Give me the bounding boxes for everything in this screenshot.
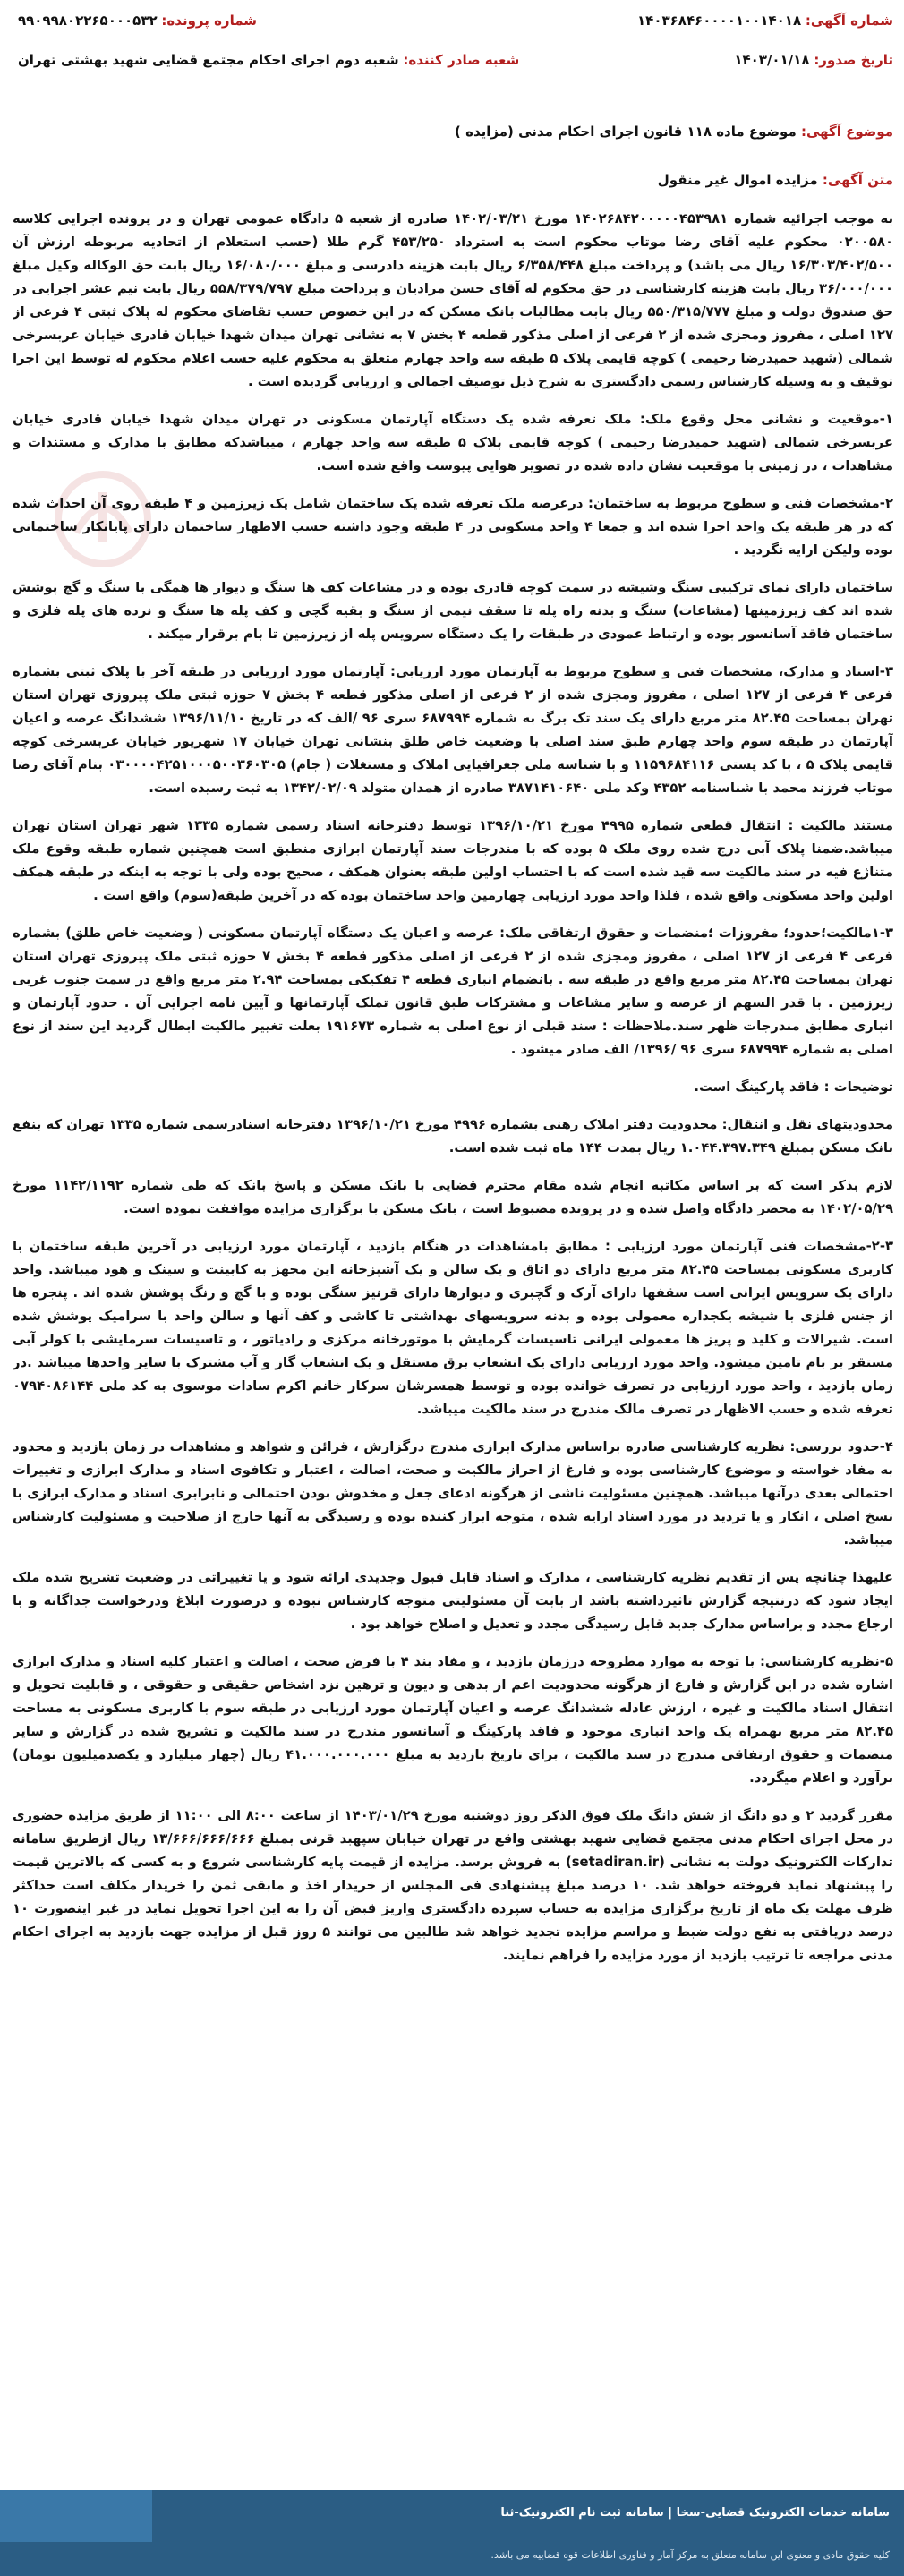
subject-label: موضوع آگهی: — [800, 124, 893, 140]
header-row-1 — [0, 5, 904, 36]
paragraph: لازم بذکر است که بر اساس مکاتبه انجام شده مقام محترم قضایی با بانک مسکن و پاسخ بانک که طی شماره ۱۱۴۲/۱۱۹۲ مورخ ۱۴۰۲/۰۵/۲۹ به محضر دادگاه واصل شده و در پرونده مضبوط است ، بانک مسکن با برگزاری مزایده موافقت نموده است. — [13, 1178, 893, 1216]
footer-copyright: کلیه حقوق مادی و معنوی این سامانه متعلق به مرکز آمار و فناوری اطلاعات قوه قضاییه می باشد. — [490, 2549, 890, 2561]
ad-number-label: شماره آگهی: — [805, 13, 893, 29]
file-number-label: شماره پرونده: — [161, 13, 258, 29]
site-footer — [0, 2490, 904, 2576]
header — [0, 0, 904, 94]
footer-title[interactable]: سامانه خدمات الکترونیک قضایی-سخا | سامانه ثبت نام الکترونیک-ثنا — [500, 2506, 890, 2520]
paragraph: مستند مالکیت : انتقال قطعی شماره ۴۹۹۵ مورخ ۱۳۹۶/۱۰/۲۱ توسط دفترخانه اسناد رسمی شماره ۱۳۳۵ شهر تهران استان تهران میباشد.ضمنا پلاک آبی درج شده روی ملک ۵ بوده که با مندرجات سند آپارتمان ابرازی منطبق است همچنین شماره طبقه وقوع ملک متناژع فیه در سند مالکیت سه قید شده است که با احتساب اولین طبقه بعنوان همکف ، صحیح بوده ولی با توجه به اینکه در طبقه همکف اولین واحد مسکونی واقع شده ، فلذا واحد مورد ارزیابی چهارمین واحد ساختمان بوده که در آخرین طبقه(سوم) واقع است . — [13, 818, 893, 903]
paragraph: ساختمان دارای نمای ترکیبی سنگ وشیشه در سمت کوچه قادری بوده و در مشاعات کف ها سنگ و دیوار ها همگی با سنگ و گچ پوشش شده اند کف زیرزمینها (مشاعات) سنگ و بدنه راه پله تا سقف نیمی از سنگ و بقیه گچی و کف پله ها سنگ و نرده های پله فلزی و ساختمان فاقد آسانسور بوده و ارتباط عمودی در طبقات را یک دستگاه سرویس پله از زیرزمین تا بام برقرار میکند . — [13, 580, 893, 642]
paragraph: ۱-۳مالکیت؛حدود؛ مفروزات ؛منضمات و حقوق ارتفاقی ملک: عرصه و اعیان یک دستگاه آپارتمان مسکونی ( وضعیت خاص طلق) بشماره فرعی ۴ فرعی از ۱۲۷ اصلی ، مفروز ومجزی شده از ۲ فرعی از اصلی مذکور قطعه ۴ بخش ۷ حوزه ثبتی ملک پیروزی تهران استان تهران بمساحت ۸۲.۴۵ متر مربع واقع در طبقه سه . بانضمام انباری قطعه ۴ تفکیکی بمساحت ۲.۹۴ متر مربع واقع در سمت جنوب غربی زیرزمین . با قدر السهم از عرصه و سایر مشاعات و مشترکات طبق قانون تملک آپارتمانها و آیین نامه اجرایی آن . حدود آپارتمان و انباری مطابق مندرجات ظهر سند.ملاحظات : سند قبلی از نوع اصلی به شماره ۱۹۱۶۷۳ بعلت تغییر مالکیت ابطال گردید این سند از نوع اصلی به شماره ۶۸۷۹۹۴ سری ۹۶ /۱۳۹۶/ الف صادر میشود . — [13, 925, 893, 1057]
paragraph: ۱-موقعیت و نشانی محل وقوع ملک: ملک تعرفه شده یک دستگاه آپارتمان مسکونی در تهران میدان شهدا خیابان قادری خیابان عربسرخی شمالی (شهید حمیدرضا رحیمی ) کوچه قایمی پلاک ۵ طبقه سه واحد چهارم ، میباشدکه مطابق با مدارک و مستندات و مشاهدات ، در زمینی با موقعیت نشان داده شده در تصویر هوایی پیوست واقع شده است. — [13, 412, 893, 473]
footer-bar — [0, 2490, 904, 2542]
ad-number: ۱۴۰۳۶۸۴۶۰۰۰۰۱۰۰۱۴۰۱۸ — [637, 13, 802, 29]
paragraph: به موجب اجرائیه شماره ۱۴۰۲۶۸۴۲۰۰۰۰۰۴۵۳۹۸۱ مورخ ۱۴۰۲/۰۳/۲۱ صادره از شعبه ۵ دادگاه عمومی تهران و در پرونده اجرایی کلاسه ۰۲۰۰۵۸۰ محکوم علیه آقای رضا موتاب محکوم است به استرداد ۴۵۳/۲۵۰ گرم طلا (حسب استعلام از اتحادیه مربوطه ارزش آن ۱۶/۳۰۳/۴۰۲/۵۰۰ ریال می باشد) و پرداخت مبلغ ۶/۳۵۸/۴۴۸ ریال بابت هزینه دادرسی و مبلغ ۱۶/۰۸۰/۰۰۰ ریال بابت حق الوکاله وکیل مبلغ ۳۶/۰۰۰/۰۰۰ ریال بابت هزینه کارشناسی در حق محکوم له آقای حسن مرادیان و پرداخت مبلغ ۵۵۸/۳۷۹/۷۹۷ ریال بابت نیم عشر اجرایی در حق صندوق دولت و مبلغ ۵۵۰/۳۱۵/۷۷۷ ریال بابت مطالبات بانک مسکن که در این خصوص حسب تقاضای محکوم له پلاک ثبتی ۴ فرعی از ۱۲۷ اصلی ، مفروز ومجزی شده از ۲ فرعی از اصلی مذکور قطعه ۴ بخش ۷ به نشانی تهران میدان شهدا خیابان قادری خیابان عربسرخی شمالی (شهید حمیدرضا رحیمی ) کوچه قایمی پلاک ۵ طبقه سه واحد چهارم متعلق به محکوم علیه حسب اعلام محکوم له توسط این اجرا توقیف و به وسیله کارشناس رسمی دادگستری به شرح ذیل توصیف اجمالی و ارزیابی گردیده است . — [13, 211, 893, 389]
paragraph: علیهذا چنانچه پس از تقدیم نظریه کارشناسی ، مدارک و اسناد قابل قبول وجدیدی ارائه شود و یا تغییراتی در وضعیت تشریح شده ملک ایجاد شود که درنتیجه گزارش تاثیرداشته باشد از بابت آن مسئولیتی متوجه کارشناس نبوده و درصورت ابلاغ ودرخواست جداگانه و با ارجاع مجدد و براساس مدارک جدید قابل رسیدگی مجدد و تعدیل و اصلاح خواهد بود . — [13, 1570, 893, 1632]
issuing-branch: شعبه دوم اجرای احکام مجتمع قضایی شهید بهشتی تهران — [18, 52, 399, 68]
paragraph: ۲-۳-مشخصات فنی آپارتمان مورد ارزیابی : مطابق بامشاهدات در هنگام بازدید ، آپارتمان مورد ارزیابی در آخرین طبقه ساختمان با کاربری مسکونی بمساحت ۸۲.۴۵ متر مربع دارای دو اتاق و یک سالن و یک آشپزخانه این مجهز به کابینت و سینک و هود میباشد. واحد دارای یک سرویس ایرانی است سقفها دارای آرک و گچبری و دیوارها دارای قرنیز سنگی بوده و با گچ و رنگ پوشش شده اند . پنجره ها از جنس فلزی با شیشه یکجداره معمولی بوده و بدنه سرویسهای بهداشتی تا کاشی و کف آنها و سالن واحد با سرامیک پوشش شده است. شیرالات و کلید و پریز ها معمولی ایرانی تاسیسات گرمایش با موتورخانه مرکزی و رادیاتور ، و تاسیسات سرمایشی با کولر آبی مستقر بر بام تامین میشود. واحد مورد ارزیابی دارای یک انشعاب برق مستقل و یک انشعاب گاز و آب مشترک با سایر واحدها میباشد .در زمان بازدید ، واحد مورد ارزیابی در تصرف خوانده بوده و توسط همسرشان سرکار خانم اکرم سادات موسوی به کد ملی ۰۷۹۴۰۸۶۱۴۴ تعرفه شده و حسب الاظهار در تصرف مالک مندرج در سند مالکیت میباشد. — [13, 1239, 893, 1417]
body-label-line — [18, 172, 893, 188]
paragraph: توضیحات : فاقد پارکینگ است. — [694, 1079, 893, 1095]
issue-date-label: تاریخ صدور: — [814, 52, 893, 68]
paragraph: ۴-حدود بررسی: نظریه کارشناسی صادره براساس مدارک ابرازی مندرج درگزارش ، قرائن و شواهد و مشاهدات در زمان بازدید و محدود به مفاد خواسته و موضوع کارشناسی بوده و فارغ از احراز مالکیت و صحت، اصالت ، اعتبار و تکافوی اسناد و مدارک ابرازی و تغییرات احتمالی بعدی درآنها میباشد. همچنین مسئولیت ناشی از هرگونه ادعای جعل و مخدوش بودن احتمالی و نابرابری اسناد و مدارک ابرازی با نسخ اصلی ، انکار و یا تردید در مورد اسناد ارایه شده ، متوجه ابراز کننده بوده و رسیدگی به آنها خارج از صلاحیت و مسئولیت کارشناس میباشد. — [13, 1439, 893, 1548]
subject-line — [18, 124, 893, 140]
footer-logo — [0, 2490, 152, 2542]
body-label: متن آگهی: — [822, 172, 893, 188]
paragraph: مقرر گردید ۲ و دو دانگ از شش دانگ ملک فوق الذکر روز دوشنبه مورخ ۱۴۰۳/۰۱/۲۹ از ساعت ۸:۰۰ الی ۱۱:۰۰ از طریق مزایده حضوری در محل اجرای احکام مدنی مجتمع قضایی شهید بهشتی واقع در تهران خیابان سپهبد قرنی بمبلغ ۱۳/۶۶۶/۶۶۶/۶۶۶ ریال ازطریق سامانه تدارکات الکترونیک دولت به نشانی (setadiran.ir) به فروش برسد. مزایده از قیمت پایه کارشناسی شروع و به کسی که بالاترین قیمت را پیشنهاد نماید فروخته خواهد شد. ۱۰ درصد مبلغ پیشنهادی فی المجلس از خریدار اخذ و مابقی ثمن را خریدار مکلف است حداکثر ظرف مهلت یک ماه از تاریخ برگزاری مزایده به حساب سپرده دادگستری واریز قبض آن را به این اجرا تحویل نماید در غیر اینصورت ۱۰ درصد دریافتی به نفع دولت ضبط و مراسم مزایده تجدید خواهد شد طالبین می توانند ۵ روز قبل از مزایده جهت بازدید به اجرای احکام مدنی مراجعه تا ترتیب بازدید از مورد مزایده را فراهم نمایند. — [13, 1808, 893, 1963]
header-row-2 — [0, 45, 904, 75]
paragraph: ۵-نظریه کارشناسی: با توجه به موارد مطروحه درزمان بازدید ، و مفاد بند ۴ با فرض صحت ، اصالت و اعتبار کلیه اسناد و مدارک ابرازی اشاره شده در این گزارش و فارغ از هرگونه محدودیت اعم از بدهی و دیون و ترهین نزد اشخاص حقیقی و حقوقی ، و قابلیت تحویل و انتقال اسناد مالکیت و غیره ، ارزش عادله ششدانگ عرصه و اعیان آپارتمان مورد ارزیابی در طبقه سوم با کاربری مسکونی به مساحت ۸۲.۴۵ متر مربع بهمراه یک واحد انباری موجود و فاقد پارکینگ و آسانسور مندرج در سند مالکیت و تشریح شده در گزارش و سایر منضمات و حقوق ارتفاقی مندرج در سند مالکیت ، برای تاریخ بازدید به مبلغ ۴۱.۰۰۰.۰۰۰.۰۰۰ ریال (چهار میلیارد و یکصدمیلیون تومان) برآورد و اعلام میگردد. — [13, 1654, 893, 1786]
paragraph: ۳-اسناد و مدارک، مشخصات فنی و سطوح مربوط به آپارتمان مورد ارزیابی: آپارتمان مورد ارزیابی در طبقه آخر با پلاک ثبتی بشماره فرعی ۴ فرعی از ۱۲۷ اصلی ، مفروز ومجزی شده از ۲ فرعی از اصلی مذکور قطعه ۴ بخش ۷ حوزه ثبتی ملک پیروزی تهران استان تهران بمساحت ۸۲.۴۵ متر مربع دارای یک سند تک برگ به شماره ۶۸۷۹۹۴ سری ۹۶ /الف که در تاریخ ۱۳۹۶/۱۱/۱۰ ششدانگ عرصه و اعیان آپارتمان در طبقه سوم واحد چهارم طبق سند اصلی با وضعیت خاص طلق بنشانی تهران خیابان ۱۷ شهریور خیابان عربسرخی کوچه قایمی پلاک ۵ ، با کد پستی ۱۱۵۹۶۸۴۱۱۶ و با شناسه ملی جغرافیایی املاک و مستغلات ( جام) ۰۳۰۰۰۰۴۲۵۱۰۰۰۵۰۰۳۶۰۳۰۵ بنام آقای رضا موتاب فرزند محمد با شناسنامه ۴۳۵۲ وکد ملی ۳۸۷۱۴۱۰۶۴۰ صادره از همدان متولد ۱۳۴۲/۰۲/۰۹ به ثبت رسیده است. — [13, 664, 893, 796]
paragraph: محدودیتهای نقل و انتقال: محدودیت دفتر املاک رهنی بشماره ۴۹۹۶ مورخ ۱۳۹۶/۱۰/۲۱ دفترخانه اسنادرسمی شماره ۱۳۳۵ تهران که بنفع بانک مسکن بمبلغ ۱.۰۴۴.۳۹۷.۳۴۹ ریال بمدت ۱۴۴ ماه ثبت شده است. — [13, 1117, 893, 1156]
ad-body — [13, 208, 893, 2483]
subject-text: موضوع ماده ۱۱۸ قانون اجرای احکام مدنی (مزایده ) — [455, 124, 797, 140]
file-number: ۹۹۰۹۹۸۰۲۲۶۵۰۰۰۵۳۲ — [18, 13, 158, 29]
issue-date: ۱۴۰۳/۰۱/۱۸ — [734, 52, 810, 68]
body-title: مزایده اموال غیر منقول — [657, 172, 818, 188]
paragraph: ۲-مشخصات فنی و سطوح مربوط به ساختمان: درعرصه ملک تعرفه شده یک ساختمان شامل یک زیرزمین و ۴ طبقه روی آن احداث شده که در هر طبقه یک واحد اجرا شده اند و جمعا ۴ واحد مسکونی در ۴ طبقه وجود داشته حسب الاظهار ساختمان دارای پایانکار ساختمانی بوده ولیکن ارایه نگردید . — [13, 496, 893, 558]
issuing-branch-label: شعبه صادر کننده: — [403, 52, 520, 68]
